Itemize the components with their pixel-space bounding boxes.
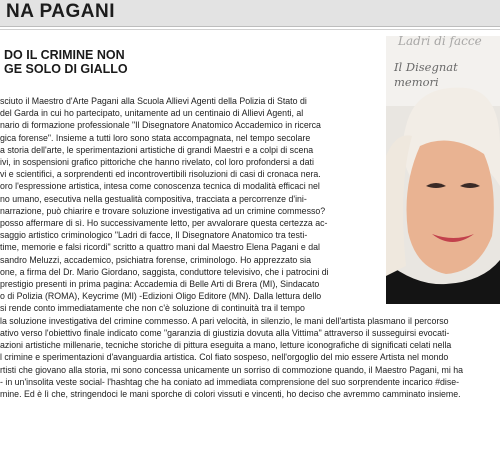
body-line: sciuto il Maestro d'Arte Pagani alla Scuola Allievi Agenti della Polizia di Stato di — [0, 96, 307, 106]
author-name: NA PAGANI — [6, 1, 115, 22]
name-banner — [0, 0, 500, 27]
headline-line: DO IL CRIMINE NON — [4, 48, 125, 62]
body-line: ativo verso l'obiettivo finale indicato come "garanzia di giustizia dovuta alla Vittima" attraverso il susseguirsi evocati- — [0, 328, 450, 338]
body-line: del Garda in cui ho partecipato, unitamente ad un centinaio di Allievi Agenti, al — [0, 108, 304, 119]
body-line: si rende conto immediatamente che non c'è soluzione di continuità tra il tempo — [0, 303, 305, 314]
body-line: gica forense". Insieme a tutti loro sono stata accompagnata, nel tempo secolare — [0, 132, 311, 143]
article-body-column — [0, 95, 449, 327]
body-line: rtisti che giovano alla storia, mi sono concessa unicamente un sorriso di commozione quando, il Maestro Pagani, mi ha — [0, 364, 464, 375]
body-line: saggio artistico criminologico "Ladri di facce, Il Disegnatore Anatomico tra testi- — [0, 230, 308, 241]
body-line: nario di formazione professionale "Il Disegnatore Anatomico Accademico in ricerca — [0, 120, 321, 131]
body-line: sandro Meluzzi, accademico, psichiatra forense, criminologo. Ho apprezzato sia — [0, 254, 311, 265]
body-line: ivi, in sospensioni grafico pittoriche che hanno rivelato, col loro profondersi a dati — [0, 157, 314, 168]
body-line: time, memorie e falsi ricordi" scritto a quattro mani dal Maestro Elena Pagani e dal — [0, 242, 320, 253]
body-line: o di Polizia (ROMA), Keycrime (MI) -Edizioni Oligo Editore (MN). Dalla lettura dello — [0, 291, 322, 302]
body-line: prestigio presenti in prima pagina: Accademia di Belle Arti di Brera (MI), Sindacato — [0, 279, 320, 290]
book-cover-subtitle: Il Disegnat — [394, 60, 458, 74]
body-line: la soluzione investigativa del crimine commesso. A pari velocità, in silenzio, le mani dell'artista plasmano il percorso — [0, 315, 449, 326]
body-line: a storia dell'arte, le sperimentazioni artistiche di grandi Maestri e a colpi di scena — [0, 144, 314, 155]
body-line: posso affermare di sì. Ho successivamente letto, per avvalorare questa certezza ac- — [0, 218, 328, 229]
headline-line: GE SOLO DI GIALLO — [4, 62, 128, 76]
author-photo — [386, 36, 500, 304]
body-line: no umano, esecutiva nella gestualità compositiva, tracciata a percorrenze d'ini- — [0, 193, 307, 204]
body-line: l crimine e sperimentazioni d'avanguardia artistica. Col fiato sospeso, nell'orgoglio del mio essere Artista nel mondo — [0, 352, 449, 363]
divider — [0, 29, 500, 30]
body-line: oro l'espressione artistica, intesa come conoscenza tecnica di modalità efficaci nel — [0, 181, 320, 192]
article-body-wide — [0, 327, 500, 400]
face-shape — [407, 141, 494, 274]
book-cover-title: Ladri di facce — [398, 34, 482, 48]
body-line: - in un'insolita veste social- l'hashtag che ha coniato ad immediata comprensione del suo sorprendente incarico #dise- — [0, 376, 460, 387]
article-headline — [4, 48, 364, 76]
body-line: vi e scientifici, a sorprendenti ed incontrovertibili risoluzioni di casi di cronaca nera. — [0, 169, 321, 180]
body-line: one, a firma del Dr. Mario Giordano, saggista, conduttore televisivo, che i patrocini di — [0, 266, 329, 277]
body-line: mine. Ed è lì che, stringendoci le mani sporche di colori vissuti e vincenti, ho deciso che avremmo camminato insieme. — [0, 389, 461, 400]
body-line: narrazione, può chiarire e trovare soluzione investigativa ad un crimine commesso? — [0, 205, 326, 216]
book-cover-subtitle: memori — [394, 75, 439, 89]
body-line: azioni artistiche millenarie, tecniche storiche di pittura eseguita a mano, letture iconografiche di significati celati nella — [0, 340, 452, 351]
